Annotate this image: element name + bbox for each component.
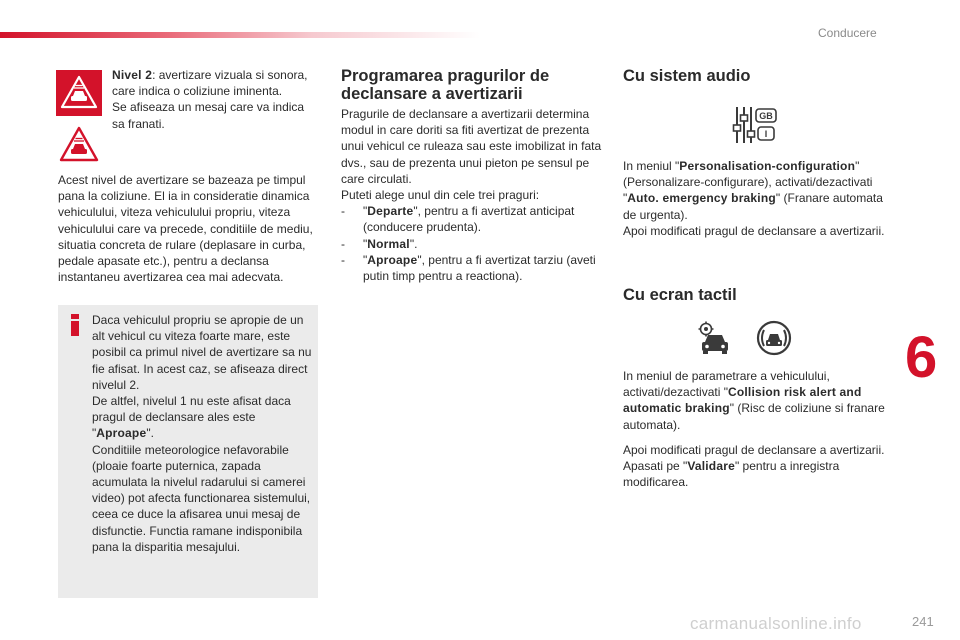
audio-icon-i: I (764, 129, 768, 139)
header-accent-bar (0, 32, 480, 38)
left-paragraph (58, 172, 320, 285)
audio-p1 (623, 158, 885, 223)
list-item (341, 203, 603, 235)
touch-bold-1: Collision risk alert and automatic braking (623, 385, 862, 416)
list-quote: " (363, 252, 368, 267)
section-title: Conducere (818, 26, 877, 40)
collision-alert-icon (756, 320, 792, 356)
list-quote: " (363, 236, 368, 251)
touch-bold-2: Validare (687, 459, 735, 474)
touch-text: Apasati pe " (623, 459, 688, 474)
touch-text: " pentru a inregistra modificarea. (623, 459, 840, 490)
list-dash: - (341, 204, 345, 219)
info-p3: Conditiile meteorologice nefavorabile (ploaie foarte puternica, zapada acumulata la nivelul radarului si camerei video) pot afecta functionarea sistemului, ceea ce duce la afisarea unui mesaj de disfunctie. Functia ramane indisponibila pana la disparitia mesajului. (92, 442, 311, 554)
audio-bold-1: Personalisation-configuration (679, 159, 856, 173)
list-text (363, 203, 603, 235)
list-rest: , pentru a fi avertizat tarziu (aveti putin timp pentru a reactiona). (363, 252, 596, 284)
touch-body (623, 368, 885, 490)
info-p2-pre: De altfel, nivelul 1 nu este afisat daca pragul de declansare ales este " (92, 394, 291, 441)
watermark: carmanualsonline.info (690, 614, 862, 633)
list-quote: " (409, 236, 415, 251)
audio-text: In meniul " (623, 159, 680, 173)
audio-text: " (Franare automata de urgenta). (623, 191, 883, 222)
audio-p4: Apoi modificati pragul de declansare a avertizarii. (623, 223, 885, 238)
list-rest: , pentru a fi avertizat anticipat (conducere prudenta). (363, 204, 575, 235)
nivel-line-2: Se afiseaza un mesaj care va indica sa franati. (112, 100, 305, 131)
list-text (363, 236, 417, 252)
nivel-label: Nivel 2 (112, 68, 153, 82)
touch-text: " (Risc de coliziune si franare automata). (623, 401, 885, 432)
info-p2 (92, 393, 314, 442)
info-p2-bold: Aproape (96, 426, 147, 441)
settings-sliders-icon (732, 105, 780, 145)
collision-warning-icon-filled (56, 70, 102, 116)
touch-p1 (623, 368, 885, 433)
list-dash: - (341, 252, 345, 267)
audio-icon-gb: GB (759, 111, 773, 121)
info-text (92, 312, 314, 555)
nivel-2-description (112, 67, 317, 132)
list-quote: " (413, 204, 418, 219)
list-item (341, 236, 603, 252)
touch-text: In meniul de parametrare a vehiculului, activati/dezactivati " (623, 369, 830, 400)
car-settings-icon (697, 320, 733, 356)
middle-intro: Pragurile de declansare a avertizarii determina modul in care doriti sa fiti avertizat de prezenta unui vehicul ce ruleaza sau este imobilizat in fata dvs., sau de prezenta unui pieton pe sensul pe care circulati. (341, 107, 602, 186)
audio-body (623, 158, 885, 239)
touch-p4 (623, 458, 885, 490)
list-bold: Departe (367, 204, 414, 219)
list-rest: . (414, 236, 418, 251)
list-quote: " (417, 252, 422, 267)
touch-p3: Apoi modificati pragul de declansare a avertizarii. (623, 442, 885, 457)
list-dash: - (341, 236, 345, 251)
audio-title: Cu sistem audio (623, 67, 751, 85)
info-icon (69, 314, 81, 336)
page-number: 241 (912, 614, 934, 629)
left-paragraph-text: Acest nivel de avertizare se bazeaza pe timpul pana la coliziune. El ia in consideratie dinamica vehiculului, viteza vehiculului propriu, viteza vehiculului care va precede, conditiile de mediu, situatia concreta de rulare (deplasare in curba, pedale apasate etc.), pentru a declansa instantaneu avertizarea cea mai adecvata. (58, 173, 313, 285)
middle-choose: Puteti alege unul din cele trei praguri: (341, 188, 540, 203)
chapter-number: 6 (905, 325, 938, 390)
middle-title: Programarea pragurilor de declansare a avertizarii (341, 67, 550, 103)
info-p1: Daca vehiculul propriu se apropie de un alt vehicul cu viteza foarte mare, este posibil ca primul nivel de avertizare sa nu fie afisat. In acest caz, se afiseaza direct nivelul 2. (92, 313, 312, 392)
middle-body (341, 106, 603, 284)
list-bold: Aproape (367, 252, 418, 267)
list-text (363, 252, 603, 284)
touch-title: Cu ecran tactil (623, 286, 737, 304)
list-quote: " (363, 204, 368, 219)
list-item (341, 252, 603, 284)
list-bold: Normal (367, 236, 410, 251)
info-p2-post: ". (146, 426, 154, 441)
collision-warning-icon-outline (56, 122, 102, 168)
nivel-line-1: : avertizare vizuala si sonora, care indica o coliziune iminenta. (112, 68, 308, 99)
audio-bold-2: Auto. emergency braking (627, 191, 776, 206)
audio-text: " (Personalizare-configurare), activati/dezactivati " (623, 159, 873, 206)
